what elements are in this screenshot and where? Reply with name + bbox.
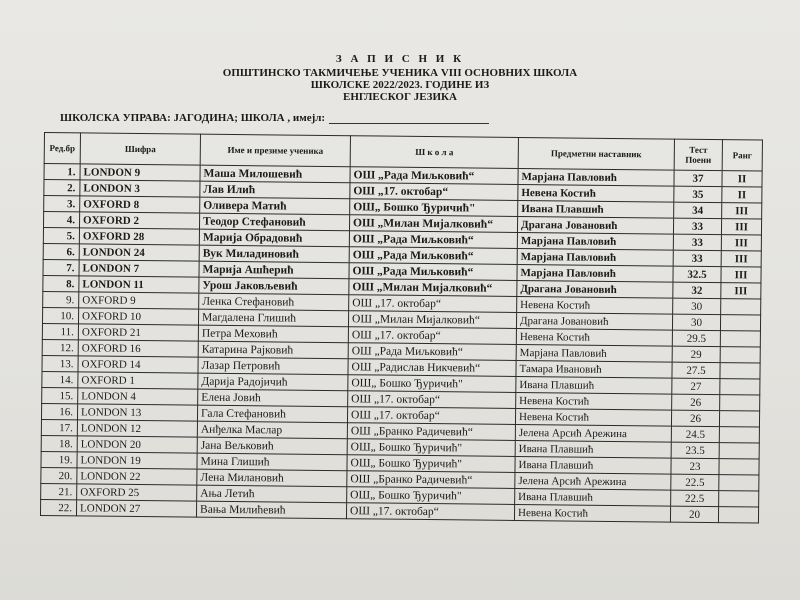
row-points: 35 — [674, 186, 722, 203]
row-teacher: Невена Костић — [518, 184, 674, 202]
row-student-name: Марија Обрадовић — [199, 229, 349, 247]
row-rank — [719, 475, 759, 491]
row-number: 3. — [44, 196, 80, 212]
row-school: ОШ „17. октобар“ — [350, 183, 518, 201]
row-points: 22.5 — [671, 474, 719, 491]
row-points: 30 — [673, 298, 721, 315]
row-code: OXFORD 21 — [78, 324, 198, 341]
row-teacher: Драгана Јовановић — [517, 216, 673, 234]
row-student-name: Петра Меховић — [198, 325, 348, 343]
row-number: 21. — [41, 483, 77, 499]
row-code: OXFORD 9 — [79, 292, 199, 309]
row-teacher: Јелена Арсић Арежина — [515, 424, 671, 442]
row-student-name: Оливера Матић — [200, 197, 350, 215]
row-points: 37 — [674, 170, 722, 187]
row-number: 12. — [42, 339, 78, 355]
row-rank — [718, 507, 758, 523]
row-rank: III — [721, 219, 761, 235]
row-code: LONDON 19 — [77, 452, 197, 469]
row-code: OXFORD 14 — [78, 356, 198, 373]
row-student-name: Дарија Радојичић — [198, 373, 348, 391]
row-code: OXFORD 28 — [79, 228, 199, 245]
row-student-name: Елена Јовић — [198, 389, 348, 407]
header-no: Ред.бр — [44, 133, 80, 164]
row-number: 20. — [41, 467, 77, 483]
row-school: ОШ „Бранко Радичевић“ — [347, 471, 515, 489]
row-teacher: Ивана Плавшић — [515, 456, 671, 474]
row-points: 34 — [674, 202, 722, 219]
row-school: ОШ „17. октобар“ — [348, 327, 516, 345]
row-rank — [719, 459, 759, 475]
header-points: Тест Поени — [674, 139, 722, 171]
row-number: 6. — [43, 243, 79, 259]
row-student-name: Вук Миладиновић — [199, 245, 349, 263]
row-number: 5. — [43, 228, 79, 244]
row-rank — [719, 443, 759, 459]
row-teacher: Марјана Павловић — [517, 264, 673, 282]
row-rank: II — [722, 171, 762, 187]
row-number: 22. — [40, 499, 76, 515]
row-teacher: Марјана Павловић — [517, 232, 673, 250]
row-number: 14. — [42, 371, 78, 387]
school-info-line — [60, 112, 489, 124]
row-school: ОШ „17. октобар“ — [349, 295, 517, 313]
row-teacher: Марјана Павловић — [518, 168, 674, 186]
row-code: LONDON 13 — [77, 404, 197, 421]
row-number: 2. — [44, 180, 80, 196]
school-info-label: ШКОЛСКА УПРАВА: ЈАГОДИНА; ШКОЛА , имејл: — [60, 112, 326, 124]
row-student-name: Мина Глишић — [197, 453, 347, 471]
row-rank: III — [721, 251, 761, 267]
row-school: ОШ „Рада Миљковић“ — [349, 231, 517, 249]
row-student-name: Теодор Стефановић — [199, 213, 349, 231]
row-rank — [720, 331, 760, 347]
row-teacher: Тамара Ивановић — [516, 360, 672, 378]
row-code: LONDON 22 — [77, 468, 197, 485]
row-student-name: Вања Милићевић — [196, 501, 346, 519]
row-code: LONDON 7 — [79, 260, 199, 277]
row-student-name: Лав Илић — [200, 181, 350, 199]
row-points: 23.5 — [671, 442, 719, 459]
row-student-name: Катарина Рајковић — [198, 341, 348, 359]
row-code: LONDON 12 — [77, 420, 197, 437]
row-number: 16. — [41, 403, 77, 419]
row-rank: III — [721, 283, 761, 299]
row-student-name: Анђелка Маслар — [197, 421, 347, 439]
row-points: 29.5 — [672, 330, 720, 347]
row-student-name: Гала Стефановић — [197, 405, 347, 423]
row-points: 33 — [673, 250, 721, 267]
row-teacher: Невена Костић — [516, 328, 672, 346]
row-code: LONDON 9 — [80, 164, 200, 181]
row-school: ОШ „Милан Мијалковић“ — [348, 311, 516, 329]
header-school: Ш к о л а — [350, 136, 518, 169]
row-school: ОШ „Милан Мијалковић“ — [349, 279, 517, 297]
row-teacher: Невена Костић — [517, 296, 673, 314]
doc-subject: ЕНГЛЕСКОГ ЈЕЗИКА — [343, 91, 457, 103]
row-teacher: Невена Костић — [514, 504, 670, 522]
results-table — [40, 132, 763, 524]
row-rank — [720, 347, 760, 363]
row-rank — [720, 379, 760, 395]
row-student-name: Марија Ашћерић — [199, 261, 349, 279]
row-teacher: Јелена Арсић Арежина — [515, 472, 671, 490]
row-number: 7. — [43, 259, 79, 275]
row-number: 18. — [41, 435, 77, 451]
row-points: 29 — [672, 346, 720, 363]
doc-subtitle: ОПШТИНСКО ТАКМИЧЕЊЕ УЧЕНИКА VIII ОСНОВНИХ ШКОЛА — [222, 67, 578, 79]
row-code: OXFORD 25 — [77, 484, 197, 501]
row-school: ОШ „Рада Миљковић“ — [349, 247, 517, 265]
row-student-name: Ања Летић — [197, 485, 347, 503]
row-rank: III — [722, 203, 762, 219]
row-code: OXFORD 1 — [78, 372, 198, 389]
row-code: LONDON 27 — [76, 500, 196, 517]
row-points: 22.5 — [671, 490, 719, 507]
row-points: 27 — [672, 378, 720, 395]
row-student-name: Лазар Петровић — [198, 357, 348, 375]
row-school: ОШ „17. октобар“ — [347, 407, 515, 425]
row-school: ОШ „Милан Мијалковић“ — [349, 215, 517, 233]
row-student-name: Јана Вељковић — [197, 437, 347, 455]
doc-title: З А П И С Н И К — [335, 53, 465, 65]
row-points: 33 — [673, 234, 721, 251]
row-school: ОШ „17. октобар“ — [346, 503, 514, 521]
row-number: 4. — [43, 212, 79, 228]
row-school: ОШ „Радислав Никчевић“ — [348, 359, 516, 377]
row-rank — [720, 395, 760, 411]
row-school: ОШ „17. октобар“ — [348, 391, 516, 409]
row-rank — [720, 315, 760, 331]
row-student-name: Маша Милошевић — [200, 165, 350, 183]
row-code: OXFORD 10 — [78, 308, 198, 325]
row-number: 13. — [42, 355, 78, 371]
row-code: LONDON 24 — [79, 244, 199, 261]
row-number: 10. — [42, 307, 78, 323]
row-teacher: Ивана Плавшић — [516, 376, 672, 394]
row-number: 17. — [41, 419, 77, 435]
row-school: ОШ „Рада Миљковић“ — [350, 167, 518, 185]
row-student-name: Магдалена Глишић — [198, 309, 348, 327]
row-rank: II — [722, 187, 762, 203]
row-teacher: Невена Костић — [516, 392, 672, 410]
row-teacher: Драгана Јовановић — [516, 312, 672, 330]
row-rank — [719, 491, 759, 507]
row-points: 23 — [671, 458, 719, 475]
row-student-name: Лена Милановић — [197, 469, 347, 487]
row-number: 1. — [44, 164, 80, 180]
header-code: Шифра — [80, 133, 200, 165]
row-points: 26 — [672, 394, 720, 411]
row-rank: III — [721, 235, 761, 251]
row-teacher: Ивана Плавшић — [518, 200, 674, 218]
row-rank — [720, 363, 760, 379]
row-number: 11. — [42, 323, 78, 339]
doc-school-year: ШКОЛСКЕ 2022/2023. ГОДИНЕ ИЗ — [310, 79, 490, 91]
row-student-name: Ленка Стефановић — [199, 293, 349, 311]
row-number: 9. — [43, 291, 79, 307]
row-number: 15. — [42, 387, 78, 403]
row-school: ОШ„ Бошко Ђуричић" — [350, 199, 518, 217]
row-code: LONDON 20 — [77, 436, 197, 453]
row-code: OXFORD 2 — [79, 212, 199, 229]
row-rank — [721, 299, 761, 315]
row-points: 26 — [671, 410, 719, 427]
header-rank: Ранг — [722, 140, 762, 171]
row-code: OXFORD 16 — [78, 340, 198, 357]
row-points: 30 — [672, 314, 720, 331]
email-blank-line — [329, 113, 489, 124]
row-teacher: Ивана Плавшић — [515, 488, 671, 506]
row-teacher: Марјана Павловић — [517, 248, 673, 266]
row-teacher: Драгана Јовановић — [517, 280, 673, 298]
row-school: ОШ„ Бошко Ђуричић" — [348, 375, 516, 393]
row-school: ОШ „Рада Миљковић“ — [349, 263, 517, 281]
row-teacher: Невена Костић — [515, 408, 671, 426]
row-rank — [719, 427, 759, 443]
row-number: 8. — [43, 275, 79, 291]
row-points: 33 — [673, 218, 721, 235]
row-points: 20 — [670, 506, 718, 523]
row-points: 27.5 — [672, 362, 720, 379]
row-number: 19. — [41, 451, 77, 467]
row-school: ОШ „Рада Миљковић“ — [348, 343, 516, 361]
row-teacher: Марјана Павловић — [516, 344, 672, 362]
row-student-name: Урош Јаковљевић — [199, 277, 349, 295]
row-rank — [719, 411, 759, 427]
row-code: OXFORD 8 — [80, 196, 200, 213]
row-code: LONDON 11 — [79, 276, 199, 293]
row-teacher: Ивана Плавшић — [515, 440, 671, 458]
row-code: LONDON 4 — [78, 388, 198, 405]
row-code: LONDON 3 — [80, 180, 200, 197]
row-school: ОШ„ Бошко Ђуричић" — [347, 487, 515, 505]
row-school: ОШ „Бранко Радичевић“ — [347, 423, 515, 441]
row-rank: III — [721, 267, 761, 283]
row-points: 32.5 — [673, 266, 721, 283]
header-teacher: Предметни наставник — [518, 137, 674, 170]
row-points: 32 — [673, 282, 721, 299]
row-school: ОШ„ Бошко Ђуричић" — [347, 455, 515, 473]
header-name: Име и презиме ученика — [200, 134, 350, 167]
row-points: 24.5 — [671, 426, 719, 443]
row-school: ОШ„ Бошко Ђуричић" — [347, 439, 515, 457]
